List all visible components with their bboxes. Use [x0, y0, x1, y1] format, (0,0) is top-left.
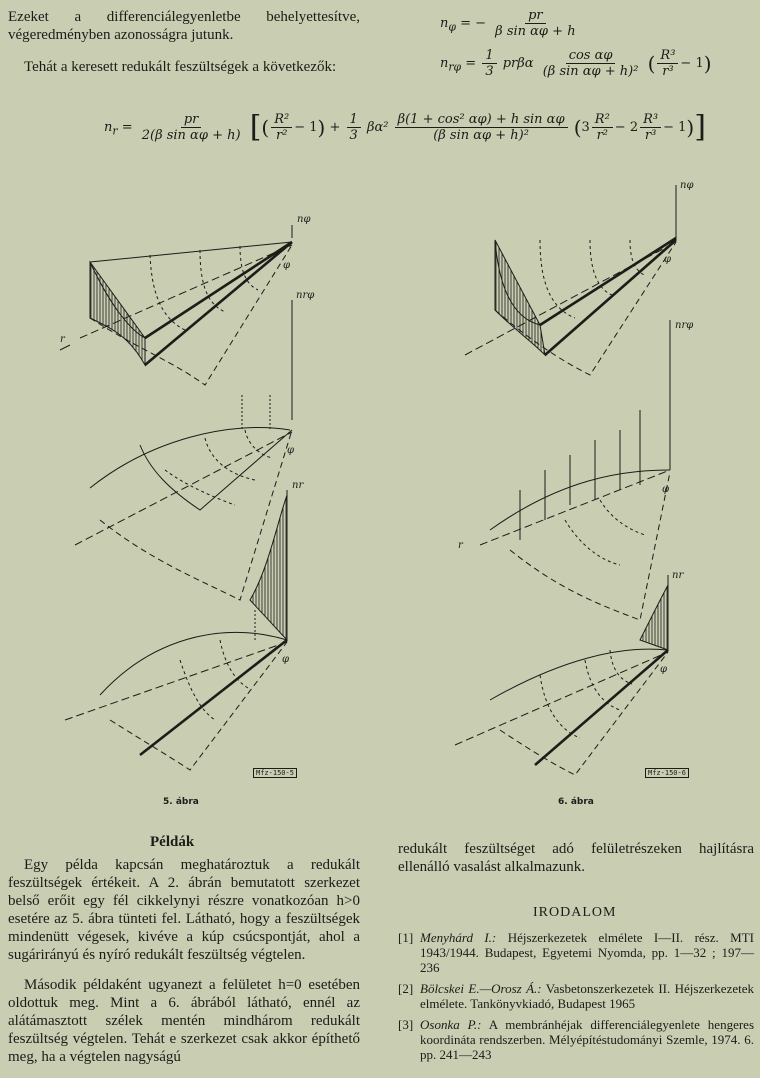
- eq-term: 3: [581, 120, 590, 135]
- examples-paragraph-3: redukált feszültséget adó felületrészeken hajlításra ellenálló vasalást alkalmazunk.: [398, 841, 754, 875]
- reference-text: A membránhéjak differenciálegyenlete hengeres koordináta rendszerben. Mélyépítéstudományi Szemle, 1974. 6. pp. 241—243: [420, 1017, 755, 1062]
- edge-heavy-lower: [545, 240, 676, 355]
- examples-paragraph-1: Egy példa kapcsán meghatároztuk a redukált feszültségek értékeit. A 2. ábrán bemutatott szerkezet belső erőit egy fél cikkelynyi részre vonatkozóan h>0 esetére az 5. ábra tünteti fel. Látható, hogy a feszültségek mindenütt végesek, kivéve a kúp csúcspontját, ahol a sugárirányú és nyíró redukált feszültség végtelen.: [8, 857, 360, 963]
- vertical-lines: [520, 410, 640, 540]
- eq-numerator: R²: [271, 112, 292, 128]
- edge-heavy-lower: [145, 242, 292, 365]
- label-nphi: nφ: [680, 180, 694, 191]
- figure-6-caption: 6. ábra: [558, 797, 594, 807]
- label-phi: φ: [283, 260, 291, 271]
- edge-line: [100, 632, 290, 695]
- eq-denominator: 3: [349, 128, 358, 143]
- label-nrphi: nrφ: [675, 320, 694, 331]
- figure-labels: [60, 180, 693, 675]
- r-tick: [60, 345, 70, 350]
- eq-lhs-sub: rφ: [448, 60, 462, 74]
- fig6-panel-nr: [455, 575, 668, 775]
- contour: [565, 520, 620, 565]
- label-phi: φ: [660, 664, 668, 675]
- figure-6-stamp: Mfz-150-6: [645, 768, 689, 778]
- eq-numerator: 1: [482, 48, 496, 64]
- intro-paragraph-2: Tehát a keresett redukált feszültségek a következők:: [24, 59, 337, 75]
- eq-numerator: R²: [592, 112, 613, 128]
- reference-text: Héjszerkezetek elmélete I—II. rész. MTI 1943/1944. Budapest, Egyetemi Nyomda, pp. 1—32 ; 197—236: [420, 930, 754, 975]
- fig5-panel-nr: [65, 490, 290, 770]
- label-nr: nr: [672, 570, 684, 581]
- eq-denominator: (β sin αφ + h)²: [433, 128, 529, 143]
- eq-denominator: β sin αφ + h: [495, 24, 576, 39]
- contour: [165, 470, 235, 505]
- intro-paragraph-1: Ezeket a differenciálegyenletbe behelyettesítve, végeredményben azonosságra jutunk.: [8, 9, 360, 43]
- figure-5-stamp: Mfz-150-5: [253, 768, 297, 778]
- eq-denominator: 2(β sin αφ + h): [141, 128, 241, 143]
- fig6-panel-nrphi: [480, 320, 670, 620]
- examples-paragraph-2: Második példaként ugyanezt a felületet h=0 esetében oldottuk meg. Mint a 6. ábrából látható, ennél az alátámasztott szélek mentén mindhárom redukált feszültség végtelen. Tehát e szerkezet csak akkor építhető meg, ha a végtelen nagyságú: [8, 977, 360, 1065]
- examples-heading: Példák: [150, 834, 195, 850]
- equation-n-rphi: $n_{r\varphi}$ = $\frac{1}{3}$ prβα $\frac{\text{cos αφ}}{\text{(β sin αφ + h)²}}$ ( $\frac{\text{R³}}{\text{r³}}$ − 1): [440, 48, 712, 79]
- references-list: [398, 930, 754, 1062]
- contour: [150, 255, 185, 330]
- reference-author: Bölcskei E.—Orosz Á.:: [420, 981, 542, 996]
- eq-denominator: r²: [596, 128, 609, 143]
- edge-heavy: [535, 650, 668, 765]
- contour: [540, 675, 580, 738]
- radial-dashed: [75, 432, 295, 545]
- reference-author: Osonka P.:: [420, 1017, 482, 1032]
- surface-edge: [140, 430, 295, 510]
- eq-denominator: r²: [276, 128, 288, 143]
- eq-numerator: R³: [640, 112, 661, 128]
- references-heading: IRODALOM: [533, 905, 617, 920]
- eq-denominator: r³: [662, 64, 674, 79]
- contour: [610, 650, 632, 684]
- eq-lhs-sub: r: [112, 124, 118, 138]
- eq-term: − 1: [663, 120, 687, 135]
- label-nphi: nφ: [297, 214, 311, 225]
- base-dashed: [510, 472, 670, 620]
- reference-author: Menyhárd I.:: [420, 930, 497, 945]
- reference-number: [3]: [398, 1017, 414, 1032]
- reference-item: [398, 1017, 754, 1062]
- reference-item: [398, 981, 754, 1011]
- eq-factor: βα²: [366, 120, 389, 135]
- reference-number: [2]: [398, 981, 414, 996]
- edge-heavy: [145, 242, 292, 338]
- figure-6: [455, 185, 676, 775]
- eq-plus: +: [329, 120, 341, 135]
- reference-text: Vasbetonszerkezetek II. Héjszerkezetek elmélete. Tankönyvkiadó, Budapest 1965: [420, 981, 755, 1011]
- edge-heavy: [540, 238, 676, 325]
- eq-lhs: n: [440, 56, 449, 71]
- contour: [600, 500, 645, 535]
- figure-5-caption: 5. ábra: [163, 797, 199, 807]
- fig5-panel-nphi: [60, 225, 292, 385]
- label-r: r: [60, 334, 65, 345]
- eq-numerator: β(1 + cos² αφ) + h sin αφ: [395, 112, 568, 128]
- radial-dashed: [65, 642, 290, 720]
- equation-n-phi: $n_\varphi$ = − $\frac{pr}{\text{β sin αφ + h}}$: [440, 8, 581, 39]
- eq-term: − 1: [680, 56, 704, 71]
- label-nr: nr: [292, 480, 304, 491]
- eq-numerator: pr: [525, 8, 546, 24]
- fig5-panel-nrphi: [75, 300, 295, 600]
- eq-denominator: 3: [485, 64, 494, 79]
- eq-numerator: cos αφ: [566, 48, 616, 64]
- edge-heavy: [140, 640, 290, 755]
- edge-line: [90, 242, 292, 262]
- eq-term: − 2: [614, 120, 639, 135]
- reference-item: [398, 930, 754, 975]
- contour: [205, 438, 255, 480]
- label-nrphi: nrφ: [296, 290, 315, 301]
- hatched-surface: [250, 495, 287, 640]
- reference-number: [1]: [398, 930, 414, 945]
- label-phi: φ: [664, 254, 672, 265]
- edge-line: [490, 470, 670, 530]
- eq-denominator: (β sin αφ + h)²: [542, 64, 639, 79]
- eq-lhs-sub: φ: [448, 20, 456, 34]
- label-phi: φ: [282, 654, 290, 665]
- label-r: r: [458, 540, 463, 551]
- equation-n-r: $n_r$ = $\frac{pr}{\text{2(β sin αφ + h)}}$ [( $\frac{\text{R²}}{\text{r²}}$ − 1) + $\frac{1}{3}$ βα² $\frac{\text{β(1 + cos² αφ) + h sin αφ}}{\text{(β sin αφ + h)²}}$ (3 $\frac{\text{R²}}{\text{r²}}$ − 2 $\frac{\text{R³}}{\text{r³}}$ − 1)]: [104, 109, 706, 145]
- label-phi: φ: [662, 484, 670, 495]
- eq-factor: prβα: [502, 56, 534, 71]
- eq-lhs: n: [440, 16, 449, 31]
- eq-numerator: pr: [181, 112, 202, 128]
- fig6-panel-nphi: [465, 185, 676, 375]
- figure-5: [60, 225, 295, 770]
- eq-denominator: r³: [644, 128, 657, 143]
- eq-term: − 1: [294, 120, 318, 135]
- hatched-surface: [640, 585, 668, 650]
- eq-numerator: 1: [347, 112, 361, 128]
- label-phi: φ: [287, 445, 295, 456]
- eq-lhs: n: [104, 120, 113, 135]
- hatched-surface: [495, 240, 545, 355]
- eq-numerator: R³: [657, 48, 678, 64]
